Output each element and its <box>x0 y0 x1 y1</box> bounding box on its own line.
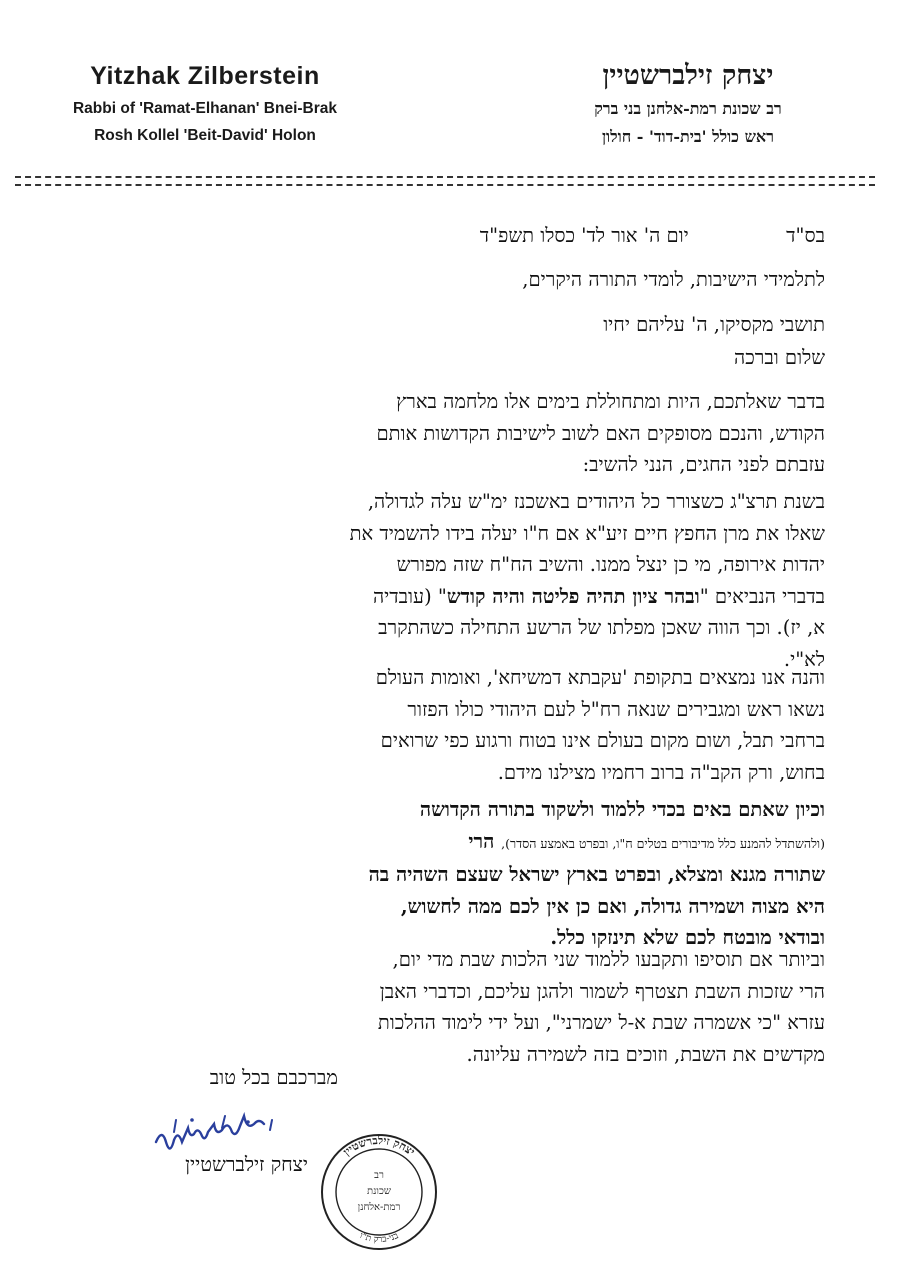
paragraph-3 <box>75 662 825 788</box>
text-line <box>75 826 825 860</box>
text-line <box>75 581 825 613</box>
stamp-line-2: שכונת <box>367 1186 391 1197</box>
paragraph-1 <box>75 386 825 481</box>
author-title-hebrew-2: ראש כולל 'בית-דוד' - חולון <box>601 127 775 146</box>
addressee <box>75 264 825 340</box>
text-line: עזבתם לפני החגים, הנני להשיב: <box>582 453 825 476</box>
text-line: ובודאי מובטח לכם שלא תינזקו כלל. <box>550 926 825 949</box>
signature-name: יצחק זילברשטיין <box>185 1153 308 1176</box>
svg-text:בני-ברק ת"ו <box>358 1231 400 1245</box>
author-name-hebrew: יצחק זילברשטיין <box>602 60 774 91</box>
closing-blessing: מברכבם בכל טוב <box>209 1066 338 1089</box>
addressee-line: לתלמידי הישיבות, לומדי התורה היקרים, <box>522 268 825 291</box>
paragraph-4 <box>75 794 825 954</box>
text-line: לא"י. <box>783 647 825 671</box>
text-span: הרי <box>468 829 502 853</box>
paragraph-5 <box>75 944 825 1070</box>
quoted-verse: ובהר ציון תהיה פליטה והיה קודש <box>446 584 700 608</box>
parenthetical-note: (ולהשתדל להמנע כלל מדיבורים בטלים ח"ו, ובפרט באמצע הסדר), <box>501 835 825 851</box>
text-line: הקודש, והנכם מסופקים האם לשוב לישיבות הקדושות אותם <box>376 421 825 445</box>
text-line: שאלו את מרן החפץ חיים זיע"א אם ח"ו יעלה בידו להשמיד את <box>349 521 825 545</box>
text-span: " (עובדיה <box>372 584 447 608</box>
text-line: עזרא "כי אשמרה שבת א-ל ישמרני", ועל ידי לימוד ההלכות <box>377 1011 825 1034</box>
text-line: והנה אנו נמצאים בתקופת 'עקבתא דמשיחא', ואומות העולם <box>375 666 825 689</box>
addressee-line: תושבי מקסיקו, ה' עליהם יחיו <box>603 312 825 336</box>
text-line: מקדשים את השבת, וזוכים בזה לשמירה עליונה. <box>466 1042 825 1066</box>
bsd-mark: בס"ד <box>786 224 825 247</box>
text-line: וביותר אם תוסיפו ותקבעו ללמוד שני הלכות שבת מדי יום, <box>392 948 825 971</box>
text-line: בדבר שאלתכם, היות ומתחוללת בימים אלו מלחמה בארץ <box>396 390 825 413</box>
text-line: היא מצוה ושמירה גדולה, ואם כן אין לכם ממה לחשוש, <box>400 894 825 918</box>
stamp-line-1: רב <box>374 1170 384 1181</box>
text-line: בחוש, ורק הקב"ה ברוב רחמיו מצילנו מידם. <box>497 760 825 784</box>
text-line: וכיון שאתם באים בכדי ללמוד ולשקוד בתורה הקדושה <box>419 798 825 821</box>
text-line: נשאו ראש ומגבירים שנאה רח"ל לעם היהודי כולו הפזור <box>407 697 825 721</box>
letterhead-separator-top <box>15 176 875 178</box>
author-title-english-1: Rabbi of 'Ramat-Elhanan' Bnei-Brak <box>72 100 338 117</box>
author-name-english: Yitzhak Zilberstein <box>90 62 320 90</box>
paragraph-2 <box>75 486 825 675</box>
letterhead-english <box>40 62 370 145</box>
text-line: שתורה מגנא ומצלא, ובפרט בארץ ישראל שעצם השהיה בה <box>368 863 825 886</box>
greeting: שלום וברכה <box>734 346 825 369</box>
text-line: יהדות אירופה, מי כן ינצל ממנו. והשיב הח"ח שזה מפורש <box>396 553 825 576</box>
text-line: הרי שזכות השבת תצטרף לשמור ולהגן עליכם, וכדברי האבן <box>379 979 825 1003</box>
stamp-city: בני-ברק ת"ו <box>357 1231 401 1246</box>
rabbinic-stamp <box>319 1132 439 1252</box>
author-title-english-2: Rosh Kollel 'Beit-David' Holon <box>94 127 316 144</box>
text-line: א, יז). וכך הווה שאכן מפלתו של הרשע התחילה כשהתקרב <box>378 616 825 639</box>
stamp-name: יצחק זילברשטיין <box>340 1133 418 1159</box>
letter-date: יום ה' אור לד' כסלו תשפ"ד <box>479 224 689 247</box>
letter-date-line <box>75 220 825 252</box>
handwritten-signature <box>152 1112 292 1156</box>
text-line: ברחבי תבל, ושום מקום בעולם אינו בטוח ורגוע כפי שרואים <box>380 729 825 752</box>
stamp-line-3: רמת-אלחנן <box>357 1202 401 1213</box>
letterhead-hebrew <box>538 60 838 147</box>
svg-text:יצחק זילברשטיין <box>341 1134 418 1159</box>
text-span: בדברי הנביאים " <box>699 584 825 608</box>
text-line: בשנת תרצ"ג כשצורר כל היהודים באשכנז ימ"ש עלה לגדולה, <box>367 490 825 513</box>
letterhead-separator-bottom <box>15 184 875 186</box>
author-title-hebrew-1: רב שכונת רמת-אלחנן בני ברק <box>594 99 782 118</box>
